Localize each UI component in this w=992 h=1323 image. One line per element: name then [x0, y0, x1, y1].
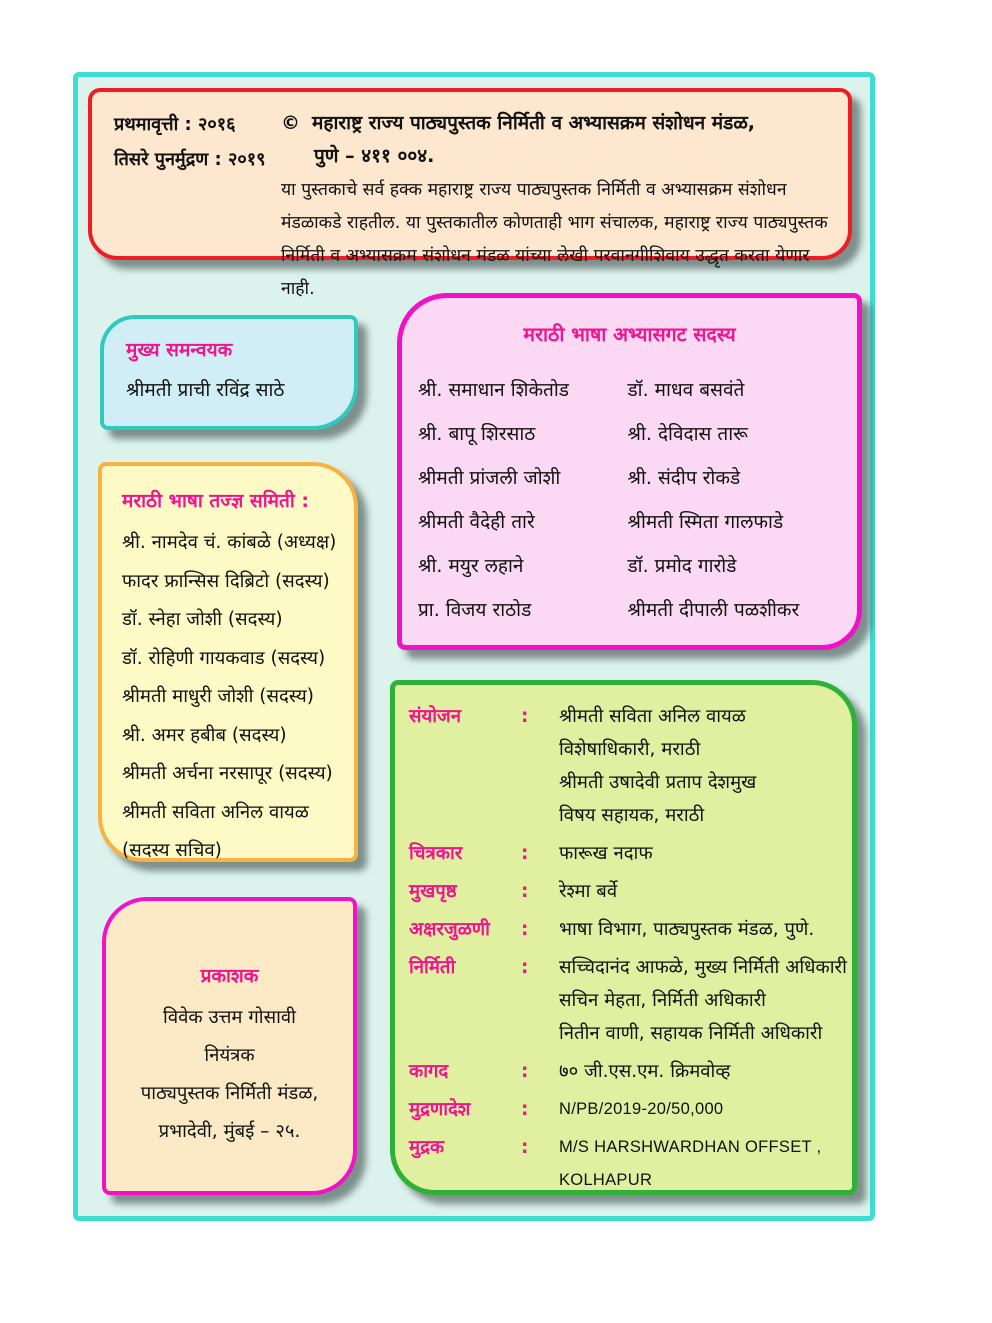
credit-label: मुखपृष्ठ — [409, 881, 457, 902]
committee-member: डॉ. स्नेहा जोशी (सदस्य) — [122, 609, 283, 630]
credit-row — [409, 700, 852, 832]
credit-label: अक्षरजुळणी — [409, 919, 490, 940]
credit-colon: : — [521, 843, 529, 864]
edition-info — [114, 107, 284, 177]
credit-value: KOLHAPUR — [559, 1171, 653, 1189]
credit-value: विषय सहायक, मराठी — [559, 805, 705, 826]
credit-value: ७० जी.एस.एम. क्रिमवोव्ह — [559, 1061, 731, 1082]
study-group-columns — [402, 368, 857, 632]
credit-label: संयोजन — [409, 706, 462, 727]
first-edition-line: प्रथमावृत्ती : २०१६ — [114, 114, 236, 135]
credit-values — [559, 1055, 852, 1088]
study-group-member: श्री. मयुर लहाने — [418, 555, 524, 577]
copyright-holder-name: महाराष्ट्र राज्य पाठ्यपुस्तक निर्मिती व अभ्यासक्रम संशोधन मंडळ, — [312, 112, 755, 134]
publisher-detail-line: पाठ्यपुस्तक निर्मिती मंडळ, — [140, 1083, 319, 1104]
credit-value: फारूख नदाफ — [559, 843, 653, 864]
credit-label: मुद्रणादेश — [409, 1099, 471, 1120]
credit-row — [409, 1131, 852, 1197]
credit-value: विशेषाधिकारी, मराठी — [559, 739, 701, 760]
chief-coordinator-name: श्रीमती प्राची रविंद्र साठे — [126, 379, 285, 401]
credit-colon: : — [521, 706, 529, 727]
credit-row — [409, 913, 852, 946]
credit-values — [559, 1131, 852, 1197]
committee-member: श्रीमती सविता अनिल वायळ — [122, 801, 309, 823]
publisher-detail-line: प्रभादेवी, मुंबई – २५. — [158, 1121, 301, 1142]
credit-colon: : — [521, 881, 529, 902]
credit-value: नितीन वाणी, सहायक निर्मिती अधिकारी — [559, 1023, 823, 1044]
expert-committee-title: मराठी भाषा तज्ज्ञ समिती : — [122, 490, 310, 512]
committee-member: (सदस्य सचिव) — [122, 840, 222, 861]
page-border-frame — [73, 72, 875, 1221]
chief-coordinator-box — [100, 315, 358, 430]
committee-member: डॉ. रोहिणी गायकवाड (सदस्य) — [122, 647, 326, 669]
copyright-box — [88, 88, 852, 299]
copyright-icon: © — [281, 112, 300, 134]
credit-row — [409, 875, 852, 908]
publisher-details — [106, 999, 353, 1151]
credit-colon: : — [521, 919, 529, 940]
copyright-holder-city: पुणे – ४११ ००४. — [314, 145, 435, 167]
publisher-box — [102, 897, 357, 1195]
credit-value: सच्चिदानंद आफळे, मुख्य निर्मिती अधिकारी — [559, 957, 847, 978]
credit-value: N/PB/2019-20/50,000 — [559, 1100, 724, 1118]
study-group-box — [397, 293, 862, 650]
credit-values — [559, 951, 852, 1050]
study-group-member: श्रीमती दीपाली पळशीकर — [627, 599, 800, 621]
expert-committee-list — [122, 524, 354, 871]
study-group-member: प्रा. विजय राठोड — [418, 599, 532, 621]
credit-row — [409, 951, 852, 1050]
reprint-line: तिसरे पुनर्मुद्रण : २०१९ — [114, 149, 266, 170]
publisher-title: प्रकाशक — [200, 965, 259, 987]
credit-value: सचिन मेहता, निर्मिती अधिकारी — [559, 990, 766, 1011]
study-group-member: श्रीमती प्रांजली जोशी — [418, 467, 561, 489]
credit-values — [559, 700, 852, 832]
credit-value: श्रीमती सविता अनिल वायळ — [559, 706, 746, 727]
credit-label: मुद्रक — [409, 1137, 445, 1158]
production-credits-box — [390, 680, 857, 1195]
credit-row — [409, 837, 852, 870]
copyright-holder-line1 — [281, 107, 838, 140]
study-group-member: डॉ. प्रमोद गारोडे — [627, 555, 737, 577]
credit-colon: : — [521, 1137, 529, 1158]
study-group-member: डॉ. माधव बसवंते — [627, 379, 745, 401]
credit-colon: : — [521, 1099, 529, 1120]
credit-row — [409, 1055, 852, 1088]
credit-values — [559, 837, 852, 870]
study-group-member: श्री. संदीप रोकडे — [627, 467, 741, 489]
committee-member: श्रीमती अर्चना नरसापूर (सदस्य) — [122, 763, 333, 784]
credit-values — [559, 913, 852, 946]
expert-committee-box — [98, 462, 358, 862]
study-group-title: मराठी भाषा अभ्यासगट सदस्य — [523, 323, 736, 346]
study-group-member: श्री. बापू शिरसाठ — [418, 423, 536, 445]
credit-value: श्रीमती उषादेवी प्रताप देशमुख — [559, 772, 757, 793]
study-group-member: श्री. समाधान शिकेतोड — [418, 379, 569, 401]
committee-member: श्री. नामदेव चं. कांबळे (अध्यक्ष) — [122, 532, 337, 553]
rights-notice: या पुस्तकाचे सर्व हक्क महाराष्ट्र राज्य पाठ्यपुस्तक निर्मिती व अभ्यासक्रम संशोधन मंडळाकडे राहतील. या पुस्तकातील कोणताही भाग संचालक, महाराष्ट्र राज्य पाठ्यपुस्तक निर्मिती व अभ्यासक्रम संशोधन मंडळ यांच्या लेखी परवानगीशिवाय उद्धृत करता येणार नाही. — [281, 180, 828, 299]
credit-value: भाषा विभाग, पाठ्यपुस्तक मंडळ, पुणे. — [559, 919, 815, 940]
credit-colon: : — [521, 957, 529, 978]
study-group-right-column — [628, 368, 857, 632]
committee-member: फादर फ्रान्सिस दिब्रिटो (सदस्य) — [122, 570, 330, 592]
publisher-detail-line: विवेक उत्तम गोसावी — [163, 1007, 296, 1028]
credit-value: रेश्मा बर्वे — [559, 881, 618, 902]
credit-label: चित्रकार — [409, 843, 463, 864]
credit-colon: : — [521, 1061, 529, 1082]
committee-member: श्रीमती माधुरी जोशी (सदस्य) — [122, 686, 314, 707]
credit-values — [559, 875, 852, 908]
credit-values — [559, 1093, 852, 1126]
publisher-detail-line: नियंत्रक — [204, 1045, 255, 1066]
credit-value: M/S HARSHWARDHAN OFFSET , — [559, 1138, 822, 1156]
committee-member: श्री. अमर हबीब (सदस्य) — [122, 724, 287, 746]
study-group-member: श्री. देविदास तारू — [627, 423, 748, 445]
chief-coordinator-title: मुख्य समन्वयक — [126, 339, 233, 361]
credit-label: कागद — [409, 1061, 449, 1082]
credit-row — [409, 1093, 852, 1126]
study-group-left-column — [418, 368, 628, 632]
study-group-member: श्रीमती वैदेही तारे — [418, 511, 535, 533]
study-group-member: श्रीमती स्मिता गालफाडे — [627, 511, 784, 533]
credit-label: निर्मिती — [409, 957, 456, 978]
copyright-holder — [281, 107, 838, 306]
